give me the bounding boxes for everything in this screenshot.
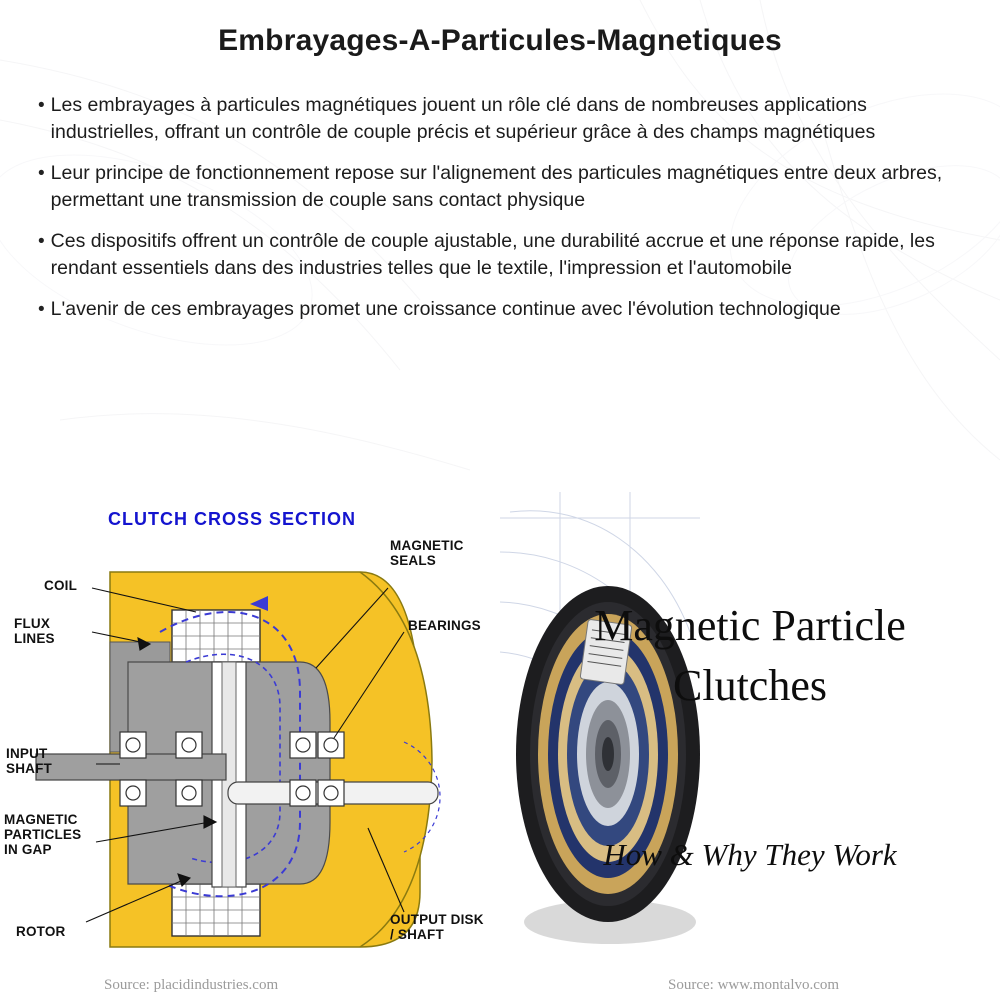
bullet-marker: • (38, 231, 45, 252)
bullet-marker: • (38, 95, 45, 116)
bullet-text: Les embrayages à particules magnétiques jouent un rôle clé dans de nombreuses applications industrielles, offrant un contrôle de couple précis et supérieur grâce à des champs magnétiques (50, 94, 876, 143)
figure-subheading: How & Why They Work (603, 837, 897, 872)
bullet-text: L'avenir de ces embrayages promet une croissance continue avec l'évolution technologique (50, 298, 841, 320)
label-input-shaft: INPUT SHAFT (6, 746, 52, 776)
clutch-product-photo (500, 492, 1000, 1000)
bullet-list (38, 92, 968, 337)
label-bearings: BEARINGS (408, 618, 481, 633)
list-item (38, 296, 968, 323)
bullet-marker: • (38, 163, 45, 184)
page-title: Embrayages-A-Particules-Magnetiques (218, 24, 782, 57)
bullet-text: Leur principe de fonctionnement repose sur l'alignement des particules magnétiques entre deux arbres, permettant une transmission de couple sans contact physique (50, 162, 943, 211)
figure-heading-line2: Clutches (673, 661, 827, 710)
source-caption-right: Source: www.montalvo.com (668, 977, 840, 993)
source-caption-left: Source: placidindustries.com (104, 977, 279, 993)
list-item (38, 228, 968, 282)
figure-heading-line1: Magnetic Particle (594, 601, 906, 650)
magnetic-particle-clutch-figure (500, 492, 1000, 1000)
label-coil: COIL (44, 578, 78, 593)
bullet-text: Ces dispositifs offrent un contrôle de couple ajustable, une durabilité accrue et une réponse rapide, les rendant essentiels dans des industries telles que le textile, l'impression et l'automobile (50, 230, 935, 279)
label-magnetic-seals: MAGNETIC SEALS (390, 538, 464, 568)
clutch-cross-section-figure (0, 492, 500, 1000)
list-item (38, 160, 968, 214)
label-rotor: ROTOR (16, 924, 66, 939)
figure-row (0, 492, 1000, 1000)
label-flux-lines: FLUX LINES (14, 616, 55, 646)
bullet-marker: • (38, 299, 45, 320)
diagram-title: CLUTCH CROSS SECTION (108, 509, 357, 529)
label-output-disk-shaft: OUTPUT DISK / SHAFT (390, 912, 484, 942)
list-item (38, 92, 968, 146)
label-magnetic-particles: MAGNETIC PARTICLES IN GAP (4, 812, 82, 857)
